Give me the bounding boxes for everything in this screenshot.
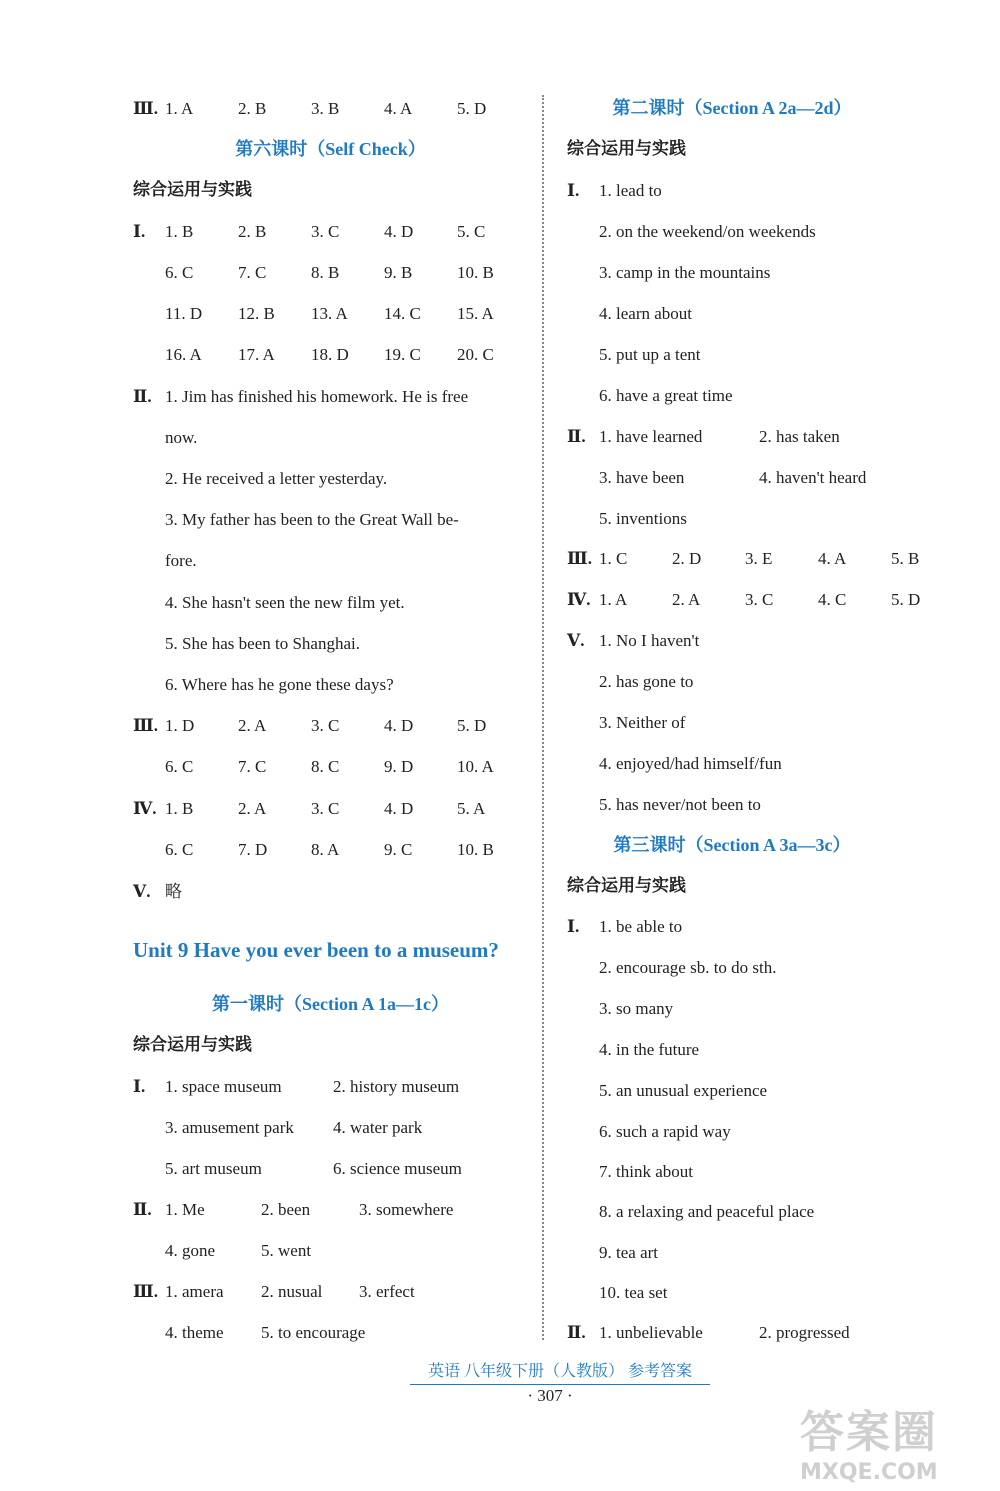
answer-item: 12. B bbox=[238, 304, 275, 323]
answer-text: 4. enjoyed/had himself/fun bbox=[599, 754, 782, 773]
answer-row bbox=[133, 1107, 501, 1148]
question-number: Ⅰ. bbox=[133, 1077, 146, 1096]
question-number: Ⅱ. bbox=[567, 427, 586, 446]
answer-item: 7. D bbox=[238, 840, 268, 859]
answer-row bbox=[567, 906, 682, 947]
answer-item: 1. Me bbox=[165, 1200, 205, 1219]
answer-text: 6. Where has he gone these days? bbox=[165, 675, 394, 694]
answer-item: 3. C bbox=[311, 716, 340, 735]
answer-item: 16. A bbox=[165, 345, 202, 364]
answer-row bbox=[567, 211, 816, 252]
question-number: Ⅲ. bbox=[133, 99, 158, 118]
answer-row bbox=[567, 375, 733, 416]
answer-text: 3. Neither of bbox=[599, 713, 686, 732]
question-number: Ⅳ. bbox=[567, 590, 591, 609]
answer-row bbox=[567, 1272, 667, 1313]
answer-text: 5. has never/not been to bbox=[599, 795, 761, 814]
answer-item: 2. A bbox=[238, 799, 267, 818]
answer-text: 略 bbox=[165, 882, 182, 901]
answer-text: 2. encourage sb. to do sth. bbox=[599, 958, 777, 977]
answer-row bbox=[133, 705, 530, 746]
answer-row bbox=[567, 293, 692, 334]
answer-item: 9. C bbox=[384, 840, 413, 859]
answer-row bbox=[133, 499, 459, 540]
question-number: Ⅰ. bbox=[567, 181, 580, 200]
answer-text: 6. have a great time bbox=[599, 386, 733, 405]
answer-row bbox=[567, 457, 919, 498]
answer-item: 9. B bbox=[384, 263, 413, 282]
answer-item: 5. B bbox=[891, 549, 920, 568]
answer-row bbox=[567, 416, 919, 457]
answer-item: 2. has taken bbox=[759, 427, 840, 446]
answer-item: 4. D bbox=[384, 716, 414, 735]
unit-title: Unit 9 Have you ever been to a museum? bbox=[133, 938, 499, 962]
answer-item: 5. to encourage bbox=[261, 1323, 366, 1342]
answer-item: 1. D bbox=[165, 716, 195, 735]
answer-row bbox=[567, 170, 662, 211]
answer-item: 1. unbelievable bbox=[599, 1323, 703, 1342]
answer-text: 9. tea art bbox=[599, 1243, 658, 1262]
answer-text: 2. He received a letter yesterday. bbox=[165, 469, 388, 488]
answer-row bbox=[133, 540, 197, 581]
answer-item: 15. A bbox=[457, 304, 494, 323]
answer-item: 1. A bbox=[165, 99, 194, 118]
answer-text: 8. a relaxing and peaceful place bbox=[599, 1202, 815, 1221]
answer-item: 11. D bbox=[165, 304, 203, 323]
answer-item: 2. A bbox=[238, 716, 267, 735]
answer-row bbox=[567, 988, 673, 1029]
answer-row bbox=[133, 88, 530, 129]
answer-row bbox=[567, 1191, 814, 1232]
answer-item: 2. B bbox=[238, 99, 267, 118]
question-number: Ⅳ. bbox=[133, 799, 157, 818]
answer-row bbox=[133, 664, 394, 705]
answer-text: 1. be able to bbox=[599, 917, 683, 936]
answer-item: 5. C bbox=[457, 222, 486, 241]
answer-item: 3. erfect bbox=[359, 1282, 415, 1301]
question-number: Ⅰ. bbox=[567, 917, 580, 936]
lesson-heading: 第三课时（Section A 3a—3c） bbox=[613, 835, 851, 855]
answer-text: 3. camp in the mountains bbox=[599, 263, 771, 282]
watermark-big-text: 答案圈 bbox=[800, 1407, 938, 1458]
answer-text: 2. on the weekend/on weekends bbox=[599, 222, 816, 241]
answer-item: 5. art museum bbox=[165, 1159, 262, 1178]
answer-item: 9. D bbox=[384, 757, 414, 776]
question-number: Ⅴ. bbox=[567, 631, 585, 650]
answer-item: 3. amusement park bbox=[165, 1118, 294, 1137]
answer-row bbox=[133, 582, 405, 623]
answer-item: 4. water park bbox=[333, 1118, 423, 1137]
question-number: Ⅰ. bbox=[133, 222, 146, 241]
answer-row bbox=[567, 252, 770, 293]
answer-row bbox=[567, 538, 964, 579]
answer-item: 7. C bbox=[238, 757, 267, 776]
answer-row bbox=[133, 871, 182, 912]
answer-item: 3. C bbox=[311, 799, 340, 818]
page-number: · 307 · bbox=[527, 1386, 573, 1405]
question-number: Ⅲ. bbox=[567, 549, 592, 568]
answer-item: 4. haven't heard bbox=[759, 468, 867, 487]
answer-text: 1. No I haven't bbox=[599, 631, 700, 650]
answer-item: 2. B bbox=[238, 222, 267, 241]
answer-item: 6. science museum bbox=[333, 1159, 462, 1178]
answer-text: 10. tea set bbox=[599, 1283, 668, 1302]
answer-item: 1. A bbox=[599, 590, 628, 609]
answer-item: 2. A bbox=[672, 590, 701, 609]
answer-item: 3. E bbox=[745, 549, 773, 568]
answer-item: 1. space museum bbox=[165, 1077, 282, 1096]
answer-item: 3. B bbox=[311, 99, 340, 118]
answer-item: 2. nusual bbox=[261, 1282, 323, 1301]
answer-text: 4. She hasn't seen the new film yet. bbox=[165, 593, 405, 612]
answer-item: 3. have been bbox=[599, 468, 685, 487]
section-title: 综合运用与实践 bbox=[567, 876, 686, 896]
section-title: 综合运用与实践 bbox=[567, 139, 686, 159]
answer-row bbox=[133, 1230, 359, 1271]
answer-text: now. bbox=[165, 428, 198, 447]
answer-text: 4. in the future bbox=[599, 1040, 700, 1059]
answer-row bbox=[567, 334, 701, 375]
answer-item: 4. A bbox=[384, 99, 413, 118]
answer-text: 2. has gone to bbox=[599, 672, 694, 691]
answer-row bbox=[567, 1312, 919, 1353]
answer-item: 2. history museum bbox=[333, 1077, 460, 1096]
answer-item: 3. C bbox=[311, 222, 340, 241]
lesson-heading: 第六课时（Self Check） bbox=[235, 139, 426, 159]
answer-row bbox=[567, 661, 693, 702]
section-title: 综合运用与实践 bbox=[133, 180, 252, 200]
question-number: Ⅲ. bbox=[133, 1282, 158, 1301]
answer-row bbox=[567, 1151, 693, 1192]
answer-row bbox=[567, 1029, 699, 1070]
answer-row bbox=[133, 417, 197, 458]
answer-row bbox=[133, 1148, 501, 1189]
answer-item: 18. D bbox=[311, 345, 349, 364]
answer-item: 5. D bbox=[891, 590, 921, 609]
answer-row bbox=[567, 1232, 658, 1273]
answer-text: 3. so many bbox=[599, 999, 674, 1018]
answer-item: 5. went bbox=[261, 1241, 312, 1260]
answer-row bbox=[133, 211, 530, 252]
answer-text: 5. She has been to Shanghai. bbox=[165, 634, 360, 653]
answer-item: 19. C bbox=[384, 345, 421, 364]
answer-item: 4. gone bbox=[165, 1241, 216, 1260]
answer-text: 6. such a rapid way bbox=[599, 1122, 731, 1141]
watermark-logo bbox=[800, 1396, 990, 1485]
answer-item: 14. C bbox=[384, 304, 421, 323]
question-number: Ⅱ. bbox=[133, 1200, 152, 1219]
answer-item: 1. B bbox=[165, 222, 194, 241]
answer-item: 10. A bbox=[457, 757, 494, 776]
answer-row bbox=[567, 947, 777, 988]
answer-row bbox=[567, 620, 699, 661]
answer-item: 6. C bbox=[165, 263, 194, 282]
answer-item: 1. B bbox=[165, 799, 194, 818]
answer-row bbox=[133, 376, 468, 417]
section-title: 综合运用与实践 bbox=[133, 1035, 252, 1055]
answer-item: 4. A bbox=[818, 549, 847, 568]
answer-text: 5. put up a tent bbox=[599, 345, 701, 364]
answer-item: 6. C bbox=[165, 757, 194, 776]
footer-title: 英语 八年级下册（人教版） 参考答案 bbox=[410, 1360, 710, 1385]
answer-item: 13. A bbox=[311, 304, 348, 323]
answer-row bbox=[567, 1111, 731, 1152]
answer-item: 20. C bbox=[457, 345, 494, 364]
answer-text: 1. Jim has finished his homework. He is free bbox=[165, 387, 469, 406]
lesson-heading: 第一课时（Section A 1a—1c） bbox=[212, 994, 449, 1014]
answer-item: 5. D bbox=[457, 99, 487, 118]
answer-item: 1. amera bbox=[165, 1282, 224, 1301]
answer-item: 1. have learned bbox=[599, 427, 703, 446]
answer-row bbox=[133, 623, 360, 664]
answer-item: 17. A bbox=[238, 345, 275, 364]
answer-row bbox=[133, 746, 530, 787]
answer-row bbox=[567, 579, 964, 620]
answer-item: 4. C bbox=[818, 590, 847, 609]
answer-row bbox=[133, 829, 530, 870]
answer-item: 4. D bbox=[384, 222, 414, 241]
answer-row bbox=[133, 1066, 501, 1107]
answer-item: 4. theme bbox=[165, 1323, 224, 1342]
watermark-url: MXQE.COM bbox=[800, 1460, 938, 1485]
answer-row bbox=[567, 1070, 767, 1111]
answer-item: 6. C bbox=[165, 840, 194, 859]
answer-row bbox=[567, 743, 782, 784]
answer-row bbox=[133, 1271, 479, 1312]
answer-item: 7. C bbox=[238, 263, 267, 282]
answer-text: 4. learn about bbox=[599, 304, 692, 323]
answer-text: 5. inventions bbox=[599, 509, 687, 528]
answer-row bbox=[133, 334, 530, 375]
answer-item: 4. D bbox=[384, 799, 414, 818]
question-number: Ⅲ. bbox=[133, 716, 158, 735]
answer-text: 7. think about bbox=[599, 1162, 693, 1181]
question-number: Ⅱ. bbox=[133, 387, 152, 406]
answer-item: 8. A bbox=[311, 840, 340, 859]
answer-text: fore. bbox=[165, 551, 197, 570]
column-divider bbox=[542, 95, 544, 1340]
answer-item: 2. D bbox=[672, 549, 702, 568]
answer-item: 5. A bbox=[457, 799, 486, 818]
answer-row bbox=[567, 702, 685, 743]
answer-row bbox=[133, 458, 387, 499]
question-number: Ⅱ. bbox=[567, 1323, 586, 1342]
answer-item: 3. somewhere bbox=[359, 1200, 454, 1219]
answer-row bbox=[567, 784, 761, 825]
answer-row bbox=[133, 1189, 479, 1230]
answer-item: 1. C bbox=[599, 549, 628, 568]
answer-text: 1. lead to bbox=[599, 181, 662, 200]
answer-item: 8. C bbox=[311, 757, 340, 776]
answer-text: 3. My father has been to the Great Wall be- bbox=[165, 510, 459, 529]
answer-row bbox=[133, 788, 530, 829]
answer-item: 8. B bbox=[311, 263, 340, 282]
answer-row bbox=[133, 252, 530, 293]
answer-row bbox=[133, 293, 530, 334]
answer-item: 2. progressed bbox=[759, 1323, 850, 1342]
answer-item: 3. C bbox=[745, 590, 774, 609]
answer-item: 5. D bbox=[457, 716, 487, 735]
answer-item: 10. B bbox=[457, 840, 494, 859]
question-number: Ⅴ. bbox=[133, 882, 151, 901]
answer-item: 10. B bbox=[457, 263, 494, 282]
answer-row bbox=[133, 1312, 366, 1353]
lesson-heading: 第二课时（Section A 2a—2d） bbox=[612, 98, 852, 118]
answer-item: 2. been bbox=[261, 1200, 311, 1219]
answer-row bbox=[567, 498, 687, 539]
answer-text: 5. an unusual experience bbox=[599, 1081, 768, 1100]
